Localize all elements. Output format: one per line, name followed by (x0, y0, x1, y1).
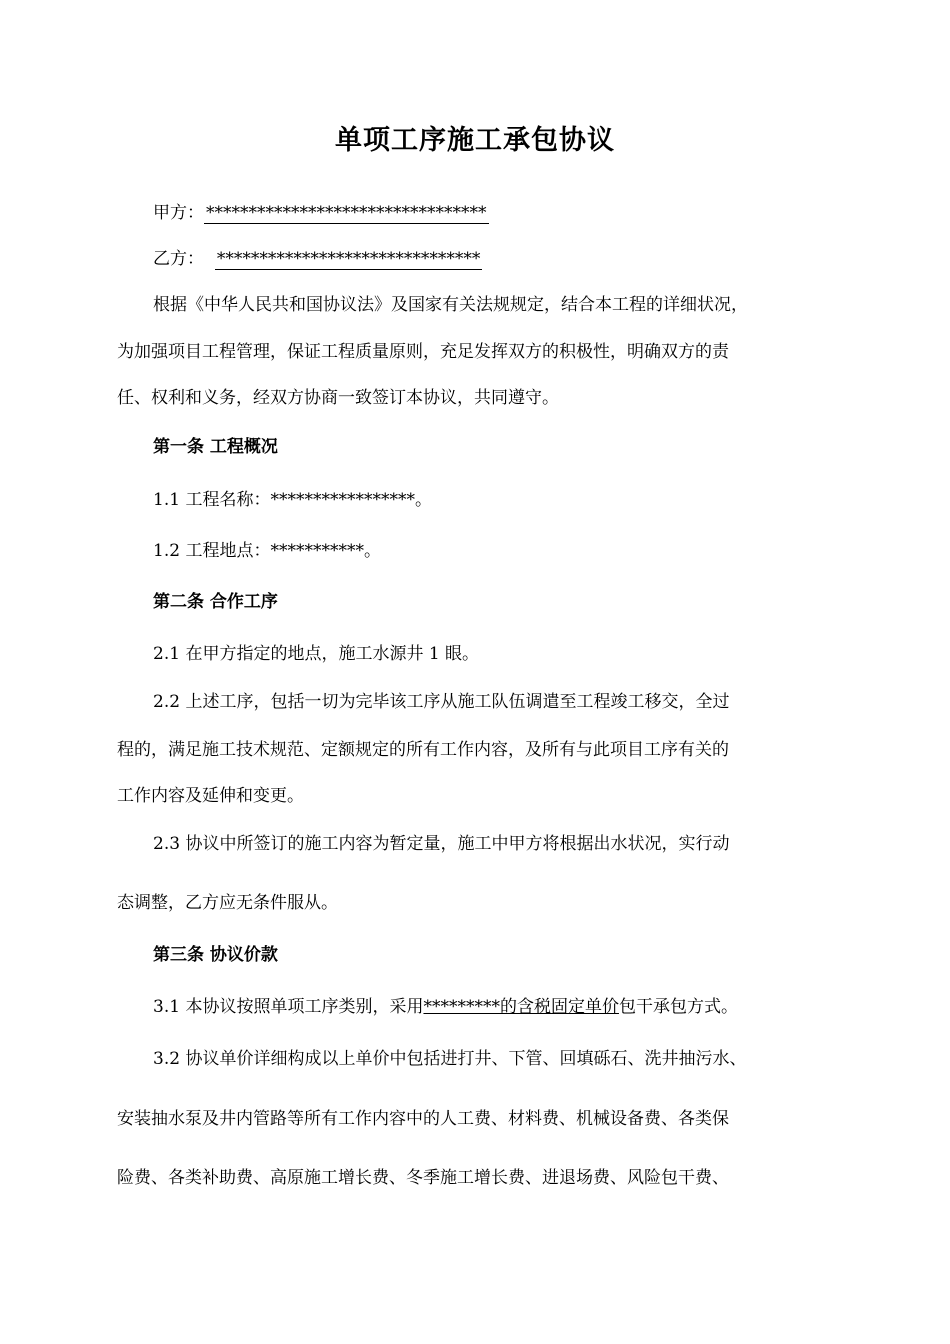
party-a-label: 甲方： (153, 203, 204, 223)
article3-heading: 第三条 协议价款 (153, 945, 278, 965)
party-b-line (153, 247, 873, 271)
party-a-value: ********************************* (206, 203, 487, 223)
article1-heading: 第一条 工程概况 (153, 437, 278, 457)
article1-item2: 1.2 工程地点：***********。 (153, 541, 381, 561)
article2-item2-line: 2.2 上述工序，包括一切为完毕该工序从施工队伍调遣至工程竣工移交，全过 (153, 692, 730, 712)
article2-item1: 2.1 在甲方指定的地点，施工水源井 1 眼。 (153, 644, 480, 664)
party-a-line (153, 201, 873, 225)
preamble-line: 为加强项目工程管理，保证工程质量原则，充足发挥双方的积极性，明确双方的责 (117, 342, 729, 362)
document-title: 单项工序施工承包协议 (335, 125, 615, 156)
article3-item2-line: 安装抽水泵及井内管路等所有工作内容中的人工费、材料费、机械设备费、各类保 (117, 1109, 729, 1129)
article2-item2-line: 程的，满足施工技术规范、定额规定的所有工作内容，及所有与此项目工序有关的 (117, 740, 729, 760)
preamble-line: 根据《中华人民共和国协议法》及国家有关法规规定，结合本工程的详细状况， (153, 295, 748, 315)
article1-item1: 1.1 工程名称：*****************。 (153, 490, 432, 510)
article3-item2-line: 险费、各类补助费、高原施工增长费、冬季施工增长费、进退场费、风险包干费、 (117, 1168, 729, 1188)
article3-item1-suffix: 包干承包方式。 (618, 997, 738, 1017)
article3-item1-prefix: 3.1 本协议按照单项工序类别，采用 (153, 997, 424, 1017)
party-b-label: 乙方： (153, 249, 204, 269)
article2-item3-line: 2.3 协议中所签订的施工内容为暂定量，施工中甲方将根据出水状况，实行动 (153, 834, 730, 854)
article2-heading: 第二条 合作工序 (153, 592, 278, 612)
article2-item2-line: 工作内容及延伸和变更。 (117, 786, 304, 806)
article2-item3-line: 态调整，乙方应无条件服从。 (117, 893, 338, 913)
article3-item2-line: 3.2 协议单价详细构成以上单价中包括进打井、下管、回填砾石、洗井抽污水、 (153, 1049, 747, 1069)
preamble-line: 任、权利和义务，经双方协商一致签订本协议，共同遵守。 (117, 388, 559, 408)
party-b-value: ******************************* (216, 249, 481, 269)
article3-item1 (153, 995, 873, 1019)
article3-item1-underlined: *********的含税固定单价 (423, 997, 619, 1017)
